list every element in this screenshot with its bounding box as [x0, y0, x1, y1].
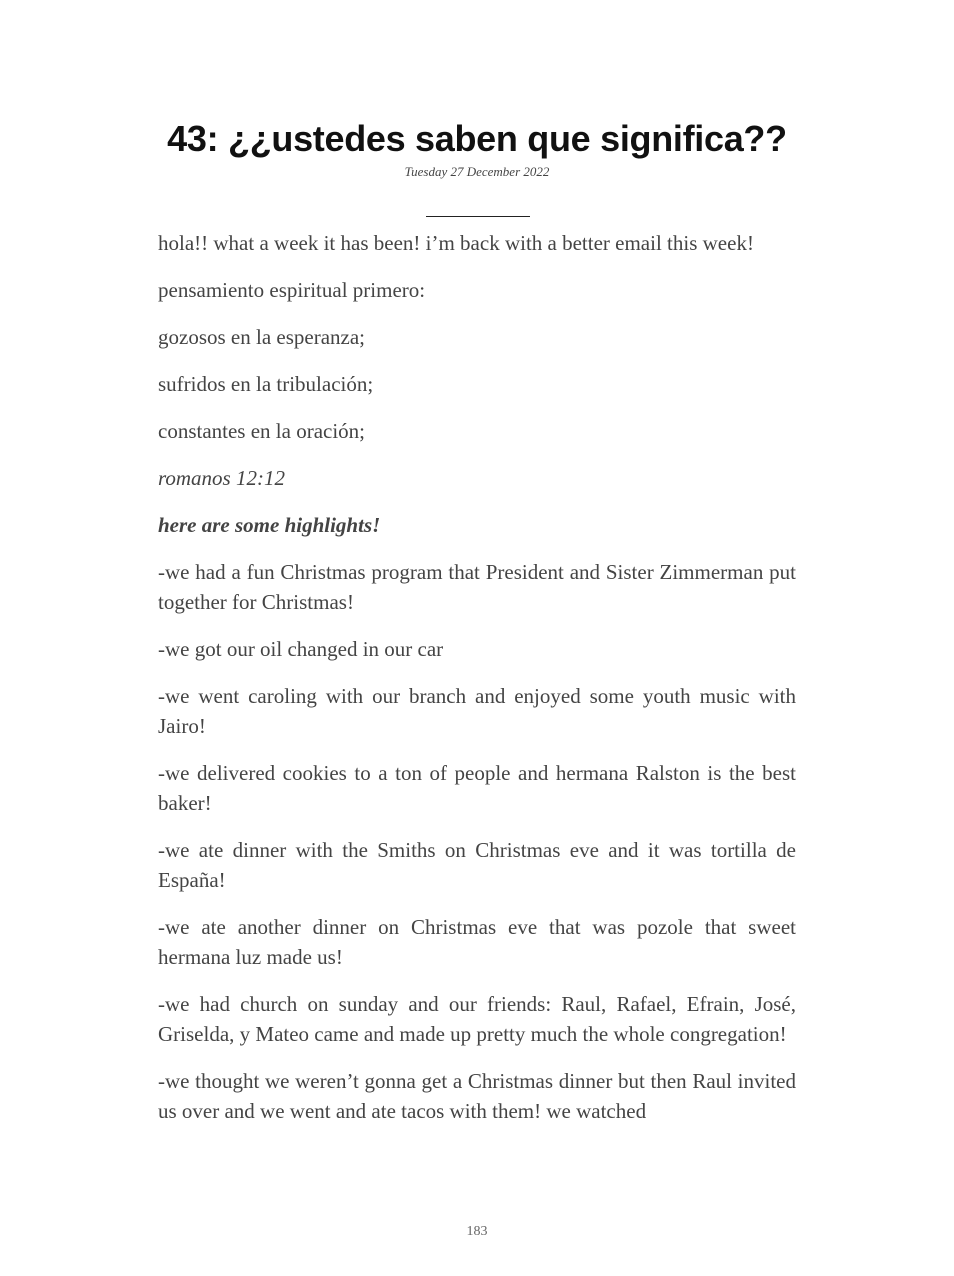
highlight-item: -we delivered cookies to a ton of people and hermana Ralston is the best baker! — [158, 761, 796, 815]
highlight-item: -we went caroling with our branch and enjoyed some youth music with Jairo! — [158, 684, 796, 738]
scripture-line: constantes en la oración; — [158, 419, 366, 443]
highlight-item: -we ate dinner with the Smiths on Christmas eve and it was tortilla de España! — [158, 838, 796, 892]
highlight-item: -we ate another dinner on Christmas eve that was pozole that sweet hermana luz made us! — [158, 915, 796, 969]
highlight-item: -we had a fun Christmas program that President and Sister Zimmerman put together for Christmas! — [158, 560, 796, 614]
post-date: Tuesday 27 December 2022 — [404, 164, 550, 179]
highlight-item: -we got our oil changed in our car — [158, 637, 444, 661]
scripture-line: gozosos en la esperanza; — [158, 325, 365, 349]
email-body — [158, 228, 796, 1143]
highlight-item: -we had church on sunday and our friends: Raul, Rafael, Efrain, José, Griselda, y Mateo came and made up pretty much the whole congregation! — [158, 992, 796, 1046]
highlights-heading: here are some highlights! — [158, 513, 381, 537]
title-divider — [426, 216, 530, 217]
highlight-item: -we thought we weren’t gonna get a Christmas dinner but then Raul invited us over and we went and ate tacos with them! we watched — [158, 1069, 796, 1123]
scripture-line: sufridos en la tribulación; — [158, 372, 374, 396]
page-title: 43: ¿¿ustedes saben que significa?? — [167, 118, 787, 159]
page-number: 183 — [466, 1224, 488, 1239]
paragraph-spiritual-thought-intro: pensamiento espiritual primero: — [158, 278, 426, 302]
scripture-reference: romanos 12:12 — [158, 466, 285, 490]
paragraph-greeting: hola!! what a week it has been! i’m back with a better email this week! — [158, 231, 754, 255]
